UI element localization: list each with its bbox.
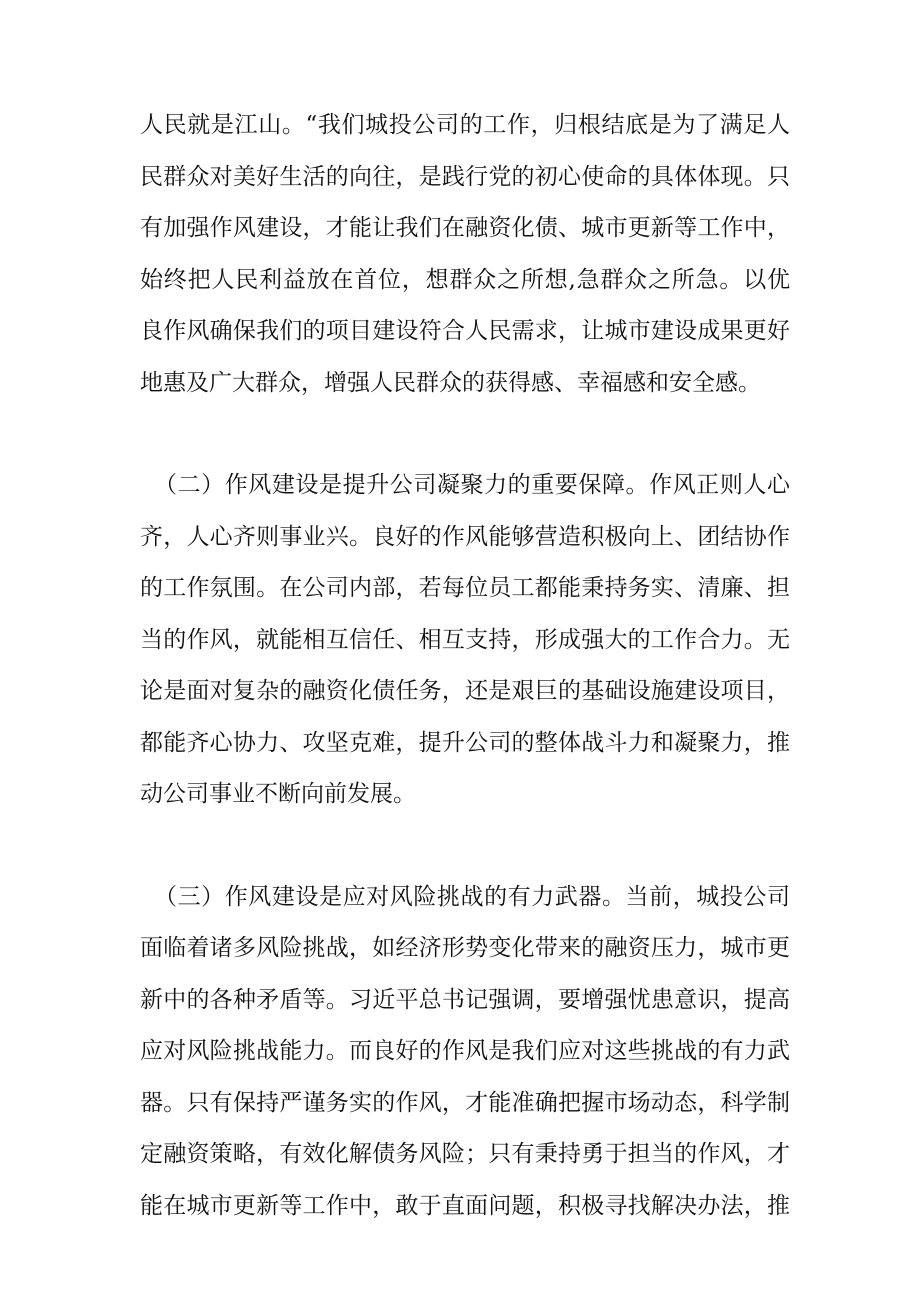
text-line: 良作风确保我们的项目建设符合人民需求，让城市建设成果更好 bbox=[140, 318, 790, 344]
text-line: 论是面对复杂的融资化债任务，还是艰巨的基础设施建设项目， bbox=[140, 678, 790, 704]
text-line: 始终把人民利益放在首位，想群众之所想,急群众之所急。以优 bbox=[140, 266, 790, 293]
text-line: 应对风险挑战能力。而良好的作风是我们应对这些挑战的有力武 bbox=[140, 1038, 790, 1064]
text-line: 器。只有保持严谨务实的作风，才能准确把握市场动态，科学制 bbox=[140, 1089, 790, 1116]
text-line: 民群众对美好生活的向往，是践行党的初心使命的具体体现。只 bbox=[140, 163, 790, 190]
text-line: 定融资策略，有效化解债务风险；只有秉持勇于担当的作风，才 bbox=[140, 1141, 790, 1167]
text-line: 齐，人心齐则事业兴。良好的作风能够营造积极向上、团结协作 bbox=[140, 523, 790, 550]
text-line: 人民就是江山。“我们城投公司的工作，归根结底是为了满足人 bbox=[140, 112, 790, 138]
text-line: 都能齐心协力、攻坚克难，提升公司的整体战斗力和凝聚力，推 bbox=[140, 729, 790, 756]
text-line: 的工作氛围。在公司内部，若每位员工都能秉持务实、清廉、担 bbox=[140, 575, 790, 601]
text-line: 面临着诸多风险挑战，如经济形势变化带来的融资压力，城市更 bbox=[140, 935, 790, 961]
section-heading-line: （三）作风建设是应对风险挑战的有力武器。当前，城投公司 bbox=[154, 883, 790, 910]
text-line: 地惠及广大群众，增强人民群众的获得感、幸福感和安全感。 bbox=[140, 369, 761, 396]
paragraph-people-centered bbox=[140, 100, 790, 409]
text-line: 能在城市更新等工作中，敢于直面问题，积极寻找解决办法，推 bbox=[140, 1192, 790, 1219]
text-line: 新中的各种矛盾等。习近平总书记强调，要增强忧患意识，提高 bbox=[140, 986, 790, 1013]
text-line: 有加强作风建设，才能让我们在融资化债、城市更新等工作中， bbox=[140, 215, 790, 241]
section-heading-line: （二）作风建设是提升公司凝聚力的重要保障。作风正则人心 bbox=[154, 472, 790, 498]
text-line: 当的作风，就能相互信任、相互支持，形成强大的工作合力。无 bbox=[140, 626, 790, 653]
paragraph-section-three bbox=[140, 872, 790, 1233]
document-body bbox=[140, 100, 790, 1232]
text-line: 动公司事业不断向前发展。 bbox=[140, 781, 416, 807]
paragraph-section-two bbox=[140, 460, 790, 821]
